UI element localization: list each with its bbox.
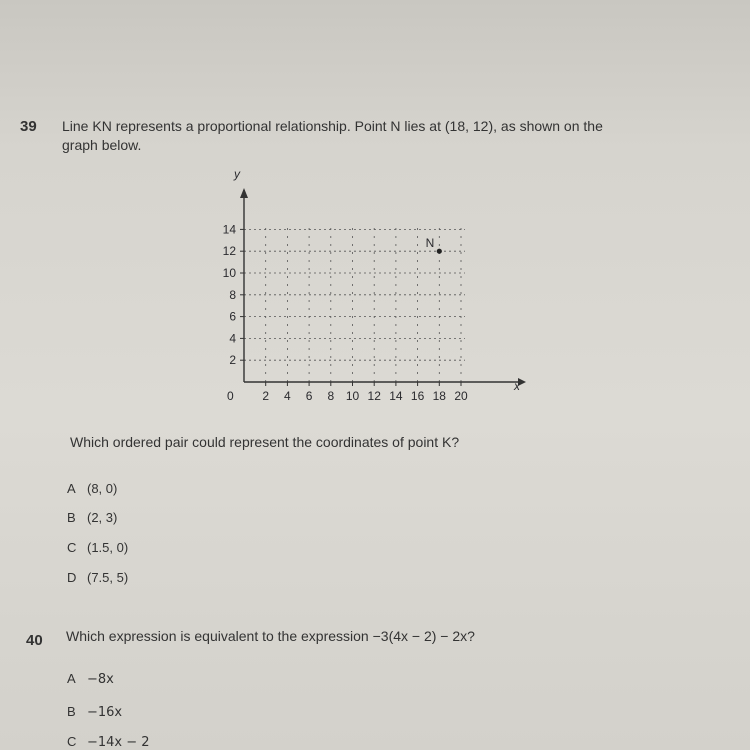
origin-label: 0 (227, 389, 234, 403)
x-tick-label: 14 (389, 389, 403, 403)
choice-text: −8x (87, 672, 114, 687)
q39-choice-a[interactable] (67, 481, 117, 496)
choice-letter: B (67, 510, 76, 525)
question-39-text-line1: Line KN represents a proportional relationship. Point N lies at (18, 12), as shown on the (62, 118, 603, 134)
y-tick-label: 8 (229, 287, 236, 302)
question-39-text-line2: graph below. (62, 137, 142, 153)
choice-text: (7.5, 5) (87, 570, 129, 585)
x-tick-label: 18 (432, 389, 446, 403)
x-tick-label: 20 (454, 389, 468, 403)
x-axis-label: x (514, 379, 520, 393)
q39-choice-c[interactable] (67, 540, 128, 555)
y-tick-label: 4 (229, 331, 236, 346)
y-tick-label: 6 (229, 309, 236, 324)
choice-text: (8, 0) (87, 481, 118, 496)
question-39-number: 39 (20, 118, 37, 135)
coordinate-graph (200, 160, 530, 415)
question-40-number: 40 (26, 632, 43, 649)
q40-choice-c[interactable] (67, 734, 150, 750)
x-tick-label: 16 (410, 389, 425, 403)
graph-axes (227, 167, 526, 403)
q40-choice-a[interactable] (67, 671, 114, 687)
choice-letter: D (67, 570, 77, 585)
x-tick-label: 8 (327, 389, 335, 403)
choice-text: (2, 3) (87, 510, 118, 525)
q39-choice-d[interactable] (67, 570, 128, 585)
x-tick-label: 4 (284, 389, 291, 403)
y-tick-label: 12 (222, 244, 236, 259)
choice-letter: C (67, 734, 77, 749)
x-tick-label: 2 (262, 389, 270, 403)
x-tick-label: 12 (367, 389, 381, 403)
question-39-prompt: Which ordered pair could represent the coordinates of point K? (70, 434, 460, 450)
choice-letter: B (67, 704, 76, 719)
x-tick-label: 6 (305, 389, 313, 403)
choice-text: −14x − 2 (87, 735, 150, 750)
x-tick-label: 10 (345, 389, 360, 403)
point-n-marker (437, 249, 442, 254)
y-axis-label: y (234, 167, 240, 181)
y-tick-label: 2 (229, 353, 236, 368)
choice-letter: C (67, 540, 77, 555)
y-tick-label: 14 (222, 222, 236, 237)
y-axis-arrowhead (240, 188, 248, 198)
choice-text: −16x (87, 705, 123, 720)
question-40-text: Which expression is equivalent to the expression −3(4x − 2) − 2x? (66, 628, 475, 644)
choice-text: (1.5, 0) (87, 540, 129, 555)
choice-letter: A (67, 481, 76, 496)
choice-letter: A (67, 671, 76, 686)
point-n-label: N (425, 236, 435, 251)
q39-choice-b[interactable] (67, 510, 117, 525)
y-tick-label: 10 (222, 266, 236, 280)
q40-choice-b[interactable] (67, 704, 122, 720)
